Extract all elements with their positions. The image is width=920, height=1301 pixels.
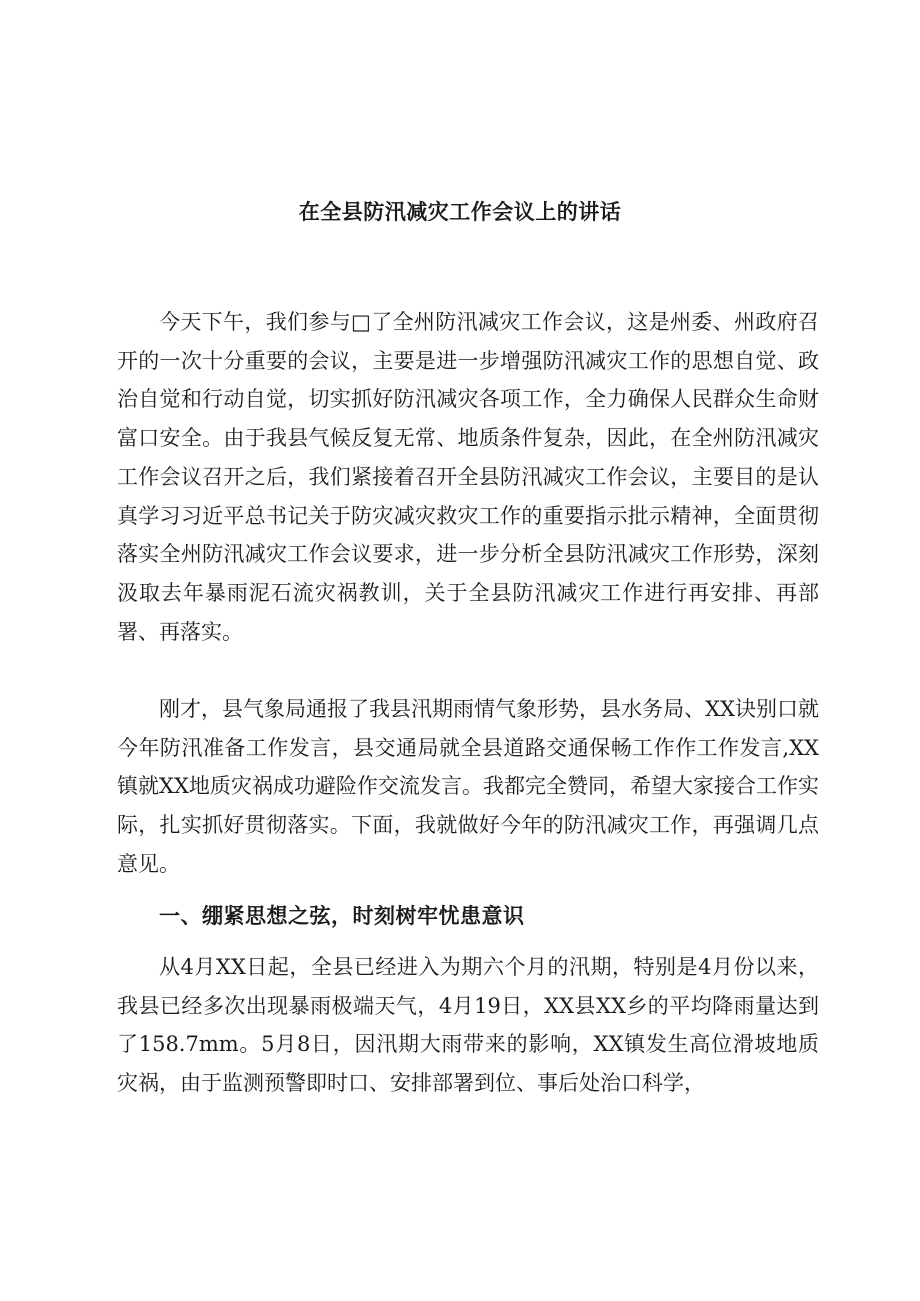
section-heading: 一、绷紧思想之弦，时刻树牢忧患意识 — [159, 904, 525, 928]
body-paragraph: 刚才，县气象局通报了我县汛期雨情气象形势，县水务局、XX诀别口就今年防汛准备工作发言，县交通局就全县道路交通保畅工作作工作发言,XX镇就XX地质灾祸成功避险作交流发言。我都完全赞同，希望大家接合工作实际，扎实抓好贯彻落实。下面，我就做好今年的防汛减灾工作，再强调几点意见。 — [117, 697, 819, 876]
section-paragraph: 从4月XX日起，全县已经进入为期六个月的汛期，特别是4月份以来，我县已经多次出现暴雨极端天气，4月19日，XX县XX乡的平均降雨量达到了158.7mm。5月8日，因汛期大雨带来的影响，XX镇发生高位滑坡地质灾祸，由于监测预警即时口、安排部署到位、事后处治口科学， — [117, 955, 819, 1096]
body-paragraph: 今天下午，我们参与□了全州防汛减灾工作会议，这是州委、州政府召开的一次十分重要的会议，主要是进一步增强防汛减灾工作的思想自觉、政治自觉和行动自觉，切实抓好防汛减灾各项工作，全力确保人民群众生命财富口安全。由于我县气候反复无常、地质条件复杂，因此，在全州防汛减灾工作会议召开之后，我们紧接着召开全县防汛减灾工作会议，主要目的是认真学习习近平总书记关于防灾减灾救灾工作的重要指示批示精神，全面贯彻落实全州防汛减灾工作会议要求，进一步分析全县防汛减灾工作形势，深刻汲取去年暴雨泥石流灾祸教训，关于全县防汛减灾工作进行再安排、再部署、再落实。 — [117, 310, 819, 644]
document-title: 在全县防汛减灾工作会议上的讲话 — [298, 200, 622, 224]
